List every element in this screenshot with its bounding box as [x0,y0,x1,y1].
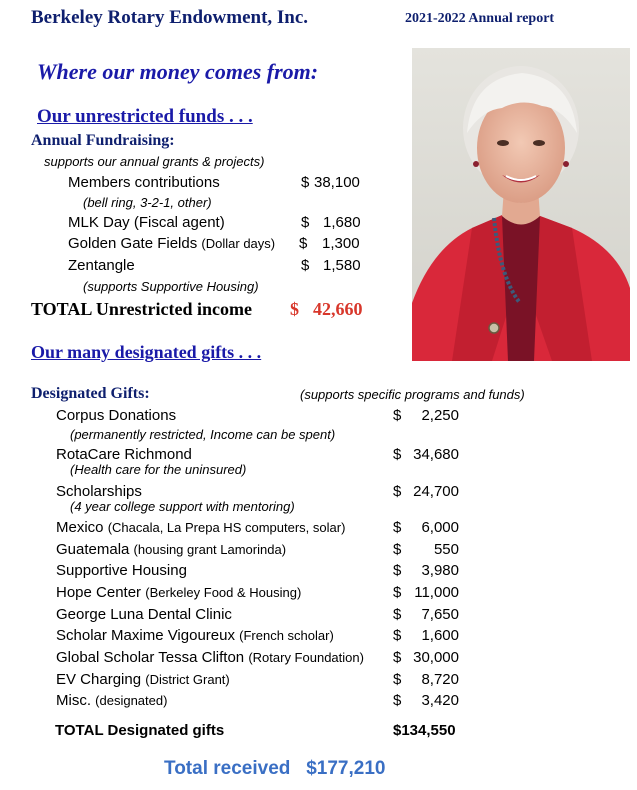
report-year: 2021-2022 Annual report [405,11,555,26]
designated-item-amount: 34,680 [413,446,459,463]
designated-item-note: (French scholar) [239,628,334,643]
designated-item-label: Scholarships [56,483,142,500]
zentangle-sub: (supports Supportive Housing) [83,279,259,294]
annual-fundraising-title: Annual Fundraising: [31,132,175,149]
designated-item-label: George Luna Dental Clinic [56,606,232,623]
unrestricted-total-dollar: $ [290,299,299,319]
unrestricted-item-amount: 1,300 [322,235,360,252]
unrestricted-item-amount: 1,680 [323,214,361,231]
unrestricted-item-row [68,235,275,252]
designated-gifts-title: Our many designated gifts . . . [31,342,262,362]
designated-item-row [56,519,345,536]
designated-item-row [56,671,230,688]
organization-name: Berkeley Rotary Endowment, Inc. [31,7,309,28]
portrait-photo [412,48,630,361]
unrestricted-item-note: (Dollar days) [201,236,276,251]
designated-item-amount: 11,000 [414,584,459,601]
designated-item-label: Corpus Donations [56,407,177,424]
designated-item-row [56,606,232,623]
unrestricted-item-label: Golden Gate Fields [68,235,198,252]
unrestricted-item-dollar: $ [299,235,308,252]
unrestricted-item-label: Members contributions [68,174,220,191]
designated-item-label: Supportive Housing [56,562,187,579]
designated-item-label: Scholar Maxime Vigoureux [56,627,235,644]
unrestricted-item-dollar: $ [301,174,310,191]
designated-item-row [56,407,176,424]
unrestricted-total-label: TOTAL Unrestricted income [31,299,252,319]
designated-item-dollar: $ [393,584,402,601]
grand-total [164,758,385,780]
designated-item-row [56,562,187,579]
designated-item-note: (housing grant Lamorinda) [133,542,287,557]
designated-item-label: RotaCare Richmond [56,446,192,463]
designated-item-dollar: $ [393,627,402,644]
unrestricted-item-label: Zentangle [68,257,135,274]
designated-item-amount: 3,980 [421,562,459,579]
unrestricted-funds-title: Our unrestricted funds . . . [37,106,253,127]
designated-item-dollar: $ [393,483,402,500]
designated-item-sub: (permanently restricted, Income can be spent) [70,427,336,442]
designated-item-dollar: $ [393,649,402,666]
unrestricted-item-amount: 38,100 [314,174,360,191]
page-heading: Where our money comes from: [37,59,319,84]
designated-item-row [56,483,142,500]
designated-gifts-subtitle: Designated Gifts: [31,385,150,402]
designated-item-dollar: $ [393,671,402,688]
designated-item-amount: 2,250 [421,407,459,424]
designated-item-note: (District Grant) [145,672,230,687]
designated-item-amount: 1,600 [421,627,459,644]
designated-item-row [56,541,286,558]
designated-item-row [56,627,334,644]
unrestricted-item-label: MLK Day (Fiscal agent) [68,214,225,231]
designated-item-row [56,584,301,601]
grand-total-label: Total received [164,758,291,779]
designated-item-label: Hope Center [56,584,142,601]
designated-gifts-note: (supports specific programs and funds) [300,387,525,402]
grand-total-amount: $177,210 [306,758,386,779]
designated-item-label: Guatemala [56,541,130,558]
designated-item-amount: 24,700 [413,483,459,500]
designated-item-dollar: $ [393,519,402,536]
designated-item-dollar: $ [393,606,402,623]
designated-item-row [56,446,192,463]
designated-item-note: (Rotary Foundation) [248,650,364,665]
unrestricted-item-dollar: $ [301,257,310,274]
designated-item-amount: 3,420 [421,692,459,709]
unrestricted-item-dollar: $ [301,214,310,231]
designated-item-dollar: $ [393,541,402,558]
designated-item-dollar: $ [393,407,402,424]
designated-item-amount: 6,000 [421,519,459,536]
designated-item-note: (Berkeley Food & Housing) [145,585,302,600]
designated-item-note: (Chacala, La Prepa HS computers, solar) [107,520,346,535]
annual-fundraising-note: supports our annual grants & projects) [44,154,265,169]
designated-item-amount: 550 [433,541,459,558]
designated-item-label: EV Charging [56,671,142,688]
designated-item-sub: (4 year college support with mentoring) [70,499,295,514]
designated-item-dollar: $ [393,562,402,579]
designated-item-label: Global Scholar Tessa Clifton [56,649,245,666]
members-contributions-sub: (bell ring, 3-2-1, other) [83,195,212,210]
designated-item-label: Misc. [56,692,91,709]
designated-item-amount: 30,000 [413,649,459,666]
designated-item-note: (designated) [95,693,168,708]
designated-item-dollar: $ [393,692,402,709]
unrestricted-item-amount: 1,580 [323,257,361,274]
unrestricted-total-amount: 42,660 [313,299,363,319]
designated-item-label: Mexico [56,519,104,536]
designated-total-amount: $134,550 [393,722,456,739]
designated-item-amount: 8,720 [421,671,459,688]
designated-total-label: TOTAL Designated gifts [55,722,225,739]
designated-item-dollar: $ [393,446,402,463]
designated-item-row [56,692,167,709]
designated-item-row [56,649,364,666]
designated-item-amount: 7,650 [421,606,459,623]
designated-item-sub: (Health care for the uninsured) [70,462,247,477]
